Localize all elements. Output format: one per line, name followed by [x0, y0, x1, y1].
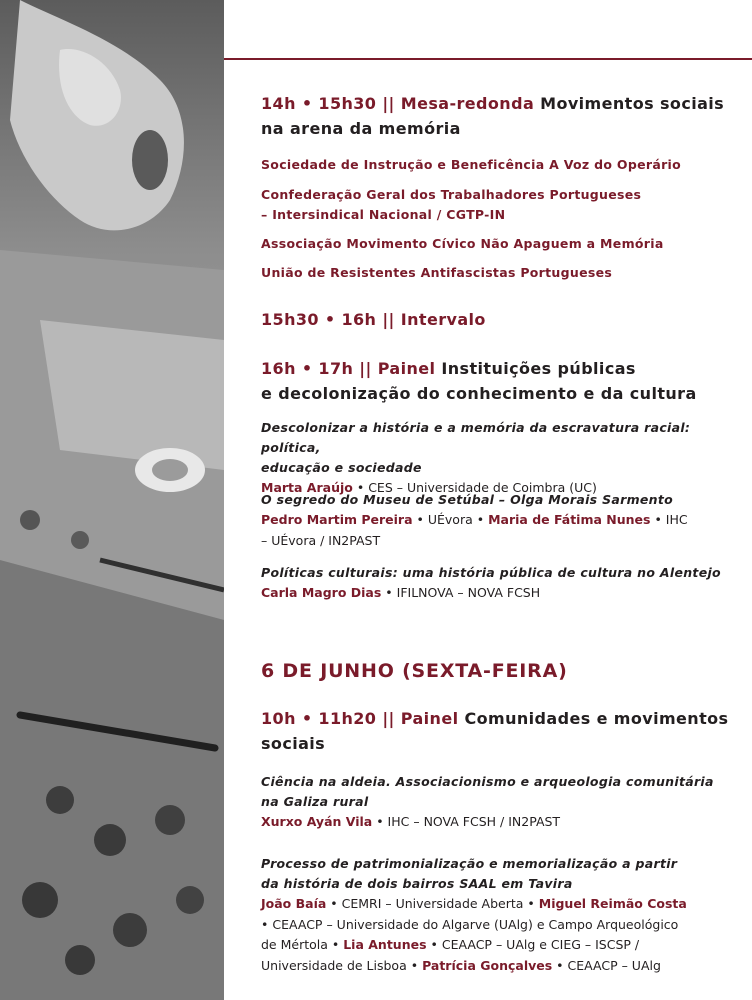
session-painel-instituicoes	[261, 356, 731, 406]
organization: Associação Movimento Cívico Não Apaguem a Memória	[261, 236, 664, 251]
speaker-affiliation: CES – Universidade de Coimbra (UC)	[368, 480, 597, 495]
talk-descolonizar	[261, 418, 731, 499]
speaker-name: Pedro Martim Pereira	[261, 512, 413, 527]
speaker-name: Lia Antunes	[343, 937, 427, 952]
session-title-cont: na arena da memória	[261, 119, 461, 138]
organization: Confederação Geral dos Trabalhadores Portugueses	[261, 187, 642, 202]
event-photo	[0, 0, 224, 1000]
speaker-affiliation: • CEAACP – UAlg	[552, 957, 661, 973]
session-title: Movimentos sociais	[540, 94, 725, 113]
session-time: 16h • 17h || Painel	[261, 359, 436, 378]
speaker-affiliation: • IHC	[650, 512, 688, 527]
talk-title: Ciência na aldeia. Associacionismo e arqueologia comunitária	[261, 774, 714, 789]
speaker-affiliation: • IFILNOVA – NOVA FCSH	[381, 585, 541, 600]
talk-title-cont: da história de dois bairros SAAL em Tavira	[261, 876, 573, 891]
speaker-affiliation: • CEAACP – Universidade do Algarve (UAlg) e Campo Arqueológico	[261, 916, 679, 932]
speaker-name: João Baía	[261, 896, 327, 911]
speaker-name: Maria de Fátima Nunes	[488, 512, 651, 527]
speaker-affiliation: • CEAACP – UAlg e CIEG – ISCSP /	[426, 937, 640, 952]
talk-ciencia-aldeia	[261, 772, 731, 833]
speaker-name: Marta Araújo	[261, 480, 353, 495]
session-time: 14h • 15h30 || Mesa-redonda	[261, 94, 535, 113]
speaker-name: Carla Magro Dias	[261, 585, 382, 600]
session-intervalo: 15h30 • 16h || Intervalo	[261, 310, 486, 329]
session-title: Instituições públicas	[441, 359, 636, 378]
organization: Sociedade de Instrução e Beneficência A Voz do Operário	[261, 157, 682, 172]
session-title-cont: e decolonização do conhecimento e da cultura	[261, 384, 697, 403]
speaker-name: Xurxo Ayán Vila	[261, 814, 373, 829]
speaker-affiliation: • IHC – NOVA FCSH / IN2PAST	[372, 814, 561, 829]
speaker-affiliation: de Mértola •	[261, 937, 344, 952]
talk-politicas-culturais	[261, 563, 731, 604]
talk-title: Processo de patrimonialização e memorialização a partir	[261, 856, 678, 871]
session-title-cont: sociais	[261, 734, 326, 753]
speaker-name: Miguel Reimão Costa	[538, 896, 687, 911]
photo-image	[0, 0, 224, 1000]
organization: União de Resistentes Antifascistas Portugueses	[261, 265, 613, 280]
speaker-affiliation: Universidade de Lisboa •	[261, 957, 423, 973]
talk-museu-setubal	[261, 490, 731, 551]
talk-title: O segredo do Museu de Setúbal – Olga Morais Sarmento	[261, 492, 674, 507]
speaker-affiliation-cont: – UÉvora / IN2PAST	[261, 532, 381, 548]
talk-title-cont: na Galiza rural	[261, 794, 369, 809]
day-heading: 6 DE JUNHO (SEXTA-FEIRA)	[261, 660, 568, 682]
talk-title-cont: educação e sociedade	[261, 460, 422, 475]
talk-title: Descolonizar a história e a memória da escravatura racial: política,	[261, 420, 691, 455]
session-time: 10h • 11h20 || Painel	[261, 709, 459, 728]
session-title: Comunidades e movimentos	[464, 709, 729, 728]
separator: •	[352, 480, 369, 495]
header-rule	[224, 58, 752, 60]
speaker-name: Patrícia Gonçalves	[422, 957, 553, 973]
speaker-affiliation: • UÉvora •	[412, 512, 489, 527]
talk-saal-tavira	[261, 854, 731, 976]
organization-cont: – Intersindical Nacional / CGTP-IN	[261, 207, 506, 222]
speaker-affiliation: • CEMRI – Universidade Aberta •	[326, 896, 539, 911]
session-mesa-redonda	[261, 91, 731, 141]
session-painel-comunidades	[261, 706, 731, 756]
talk-title: Políticas culturais: uma história pública de cultura no Alentejo	[261, 565, 721, 580]
